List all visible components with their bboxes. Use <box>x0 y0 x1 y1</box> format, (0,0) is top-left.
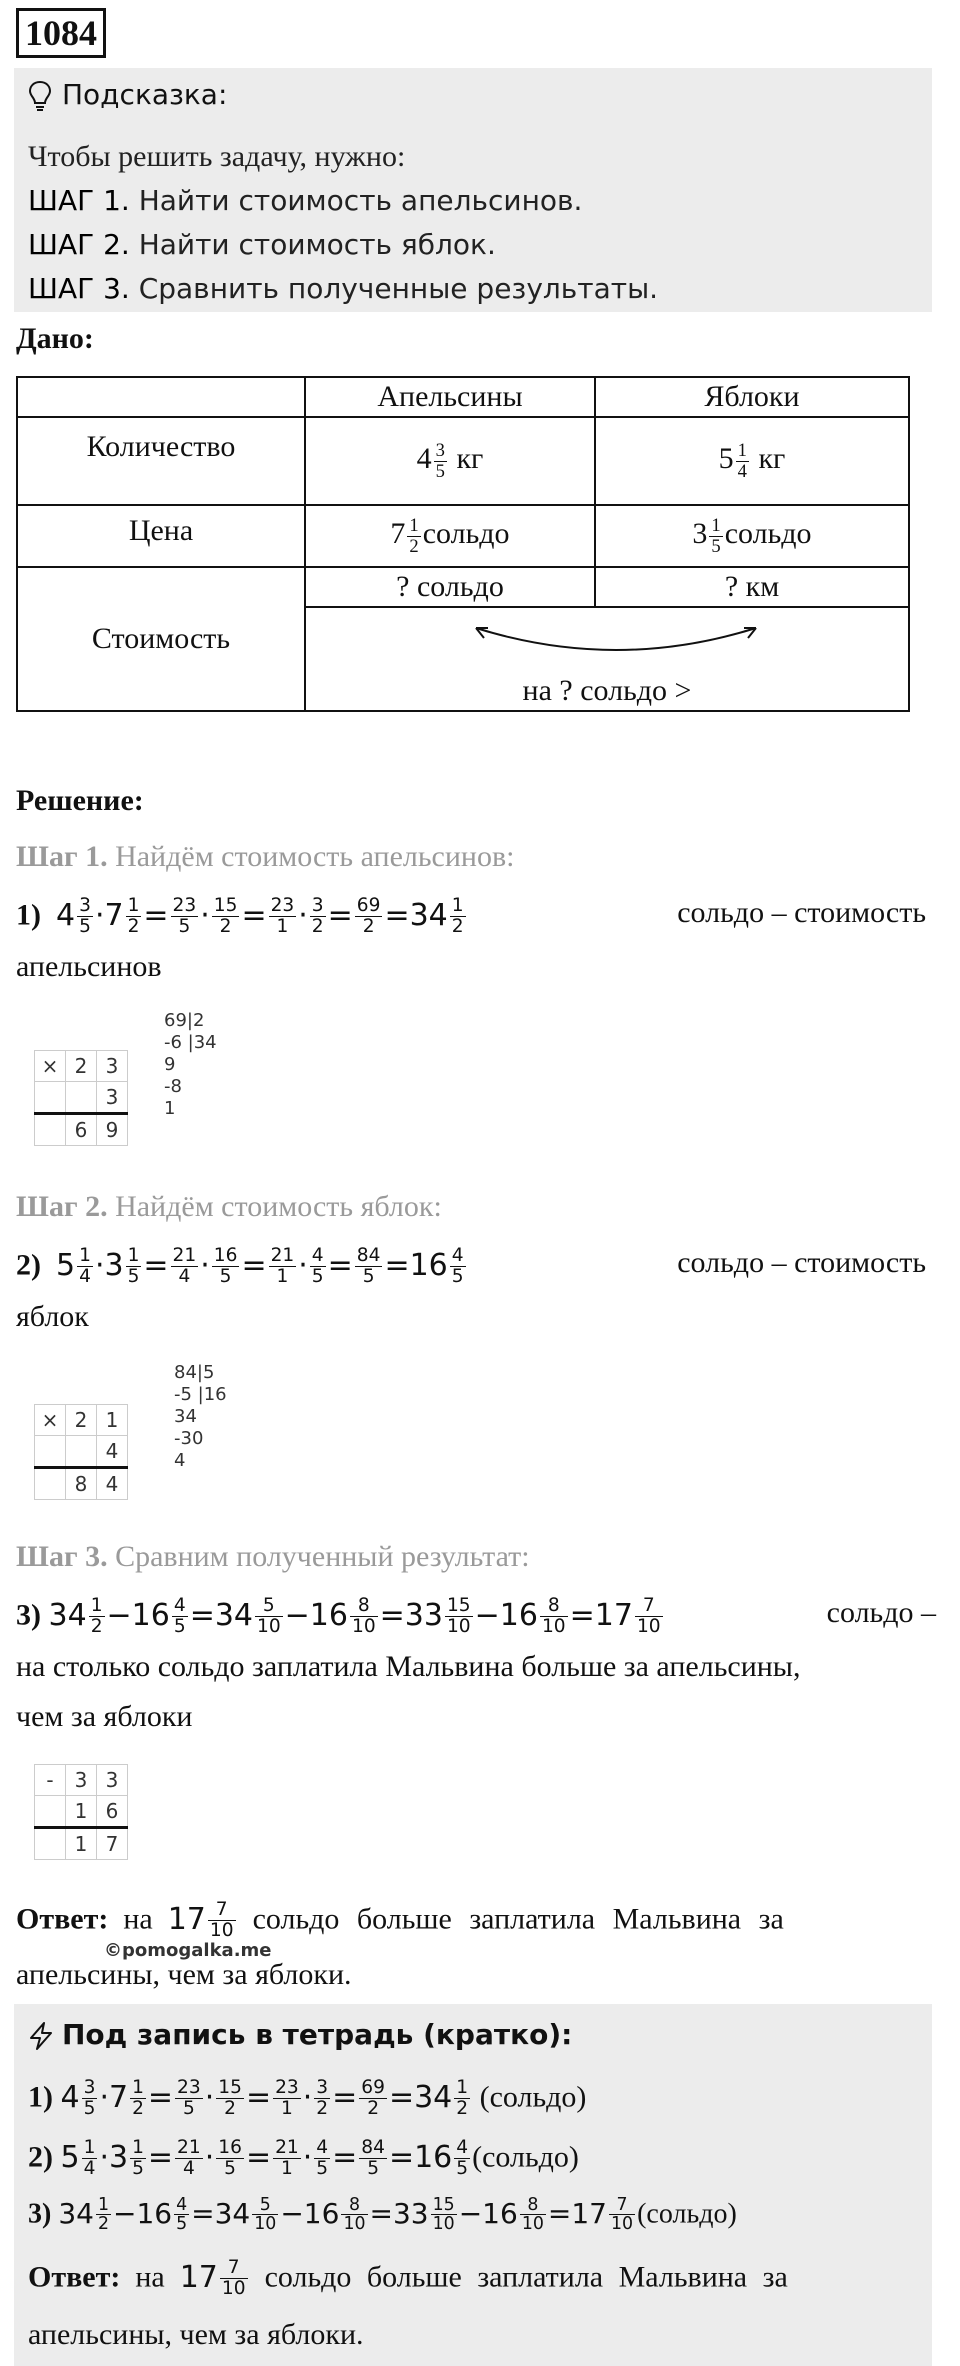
compare-cell <box>305 607 909 711</box>
hint-title-text: Подсказка: <box>62 78 228 111</box>
step1-tail-line: апельсинов <box>16 950 162 983</box>
row-quantity: Количество <box>17 417 305 505</box>
compare-arrow-icon <box>466 614 766 664</box>
watermark: ©pomogalka.me <box>104 1940 272 1961</box>
compare-text: на ? сольдо > <box>522 674 692 707</box>
mult-grid-2: × 2 1 4 8 4 <box>34 1404 128 1500</box>
brief-answer-line-2: апельсины, чем за яблоки. <box>28 2318 364 2351</box>
long-division-1: 69|2 -6 |34 9 -8 1 <box>164 1010 217 1119</box>
brief-line-1: 1) 4 $\frac{3}{5}$ ·7 $\frac{1}{2}$ = $\frac{23}{5}$ · $\frac{15}{2}$ = $\frac{23}{1}$ · $\frac{3}{2}$ = $\frac{69}{2}$ =34 $\frac{1}{2}$ (сольдо) <box>28 2077 587 2119</box>
lightbulb-icon <box>28 80 52 112</box>
hint-title <box>28 78 227 112</box>
step1-equation: 1) 4 $\frac{3}{5}$ ·7 $\frac{1}{2}$ = $\frac{23}{5}$ · $\frac{15}{2}$ = $\frac{23}{1}$ · $\frac{3}{2}$ = $\frac{69}{2}$ =34 $\frac{1}{2}$ сольдо – стоимость <box>16 895 926 937</box>
answer-line: Ответ: на 17 $\frac{7}{10}$ сольдо больше заплатила Мальвина за <box>16 1899 784 1941</box>
row-cost: Стоимость <box>17 567 305 711</box>
sub-grid-3: - 3 3 1 6 1 7 <box>34 1764 128 1860</box>
step1-heading: Шаг 1. Найдём стоимость апельсинов: <box>16 840 515 873</box>
hint-intro: Чтобы решить задачу, нужно: <box>28 140 406 173</box>
answer-line-2: апельсины, чем за яблоки. <box>16 1958 352 1991</box>
price-apples: 3 $\frac{1}{5}$ сольдо <box>595 505 909 567</box>
step2-heading: Шаг 2. Найдём стоимость яблок: <box>16 1190 442 1223</box>
col-oranges: Апельсины <box>305 377 595 417</box>
brief-answer: Ответ: на 17 $\frac{7}{10}$ сольдо больше заплатила Мальвина за <box>28 2257 788 2299</box>
given-table <box>16 376 910 712</box>
given-label: Дано: <box>16 322 94 355</box>
step3-line-2: на столько сольдо заплатила Мальвина больше за апельсины, <box>16 1650 801 1683</box>
step3-line-3: чем за яблоки <box>16 1700 193 1733</box>
mult-grid-1: × 2 3 3 6 9 <box>34 1050 128 1146</box>
brief-line-3: 3) 34 $\frac{1}{2}$ −16 $\frac{4}{5}$ =34 $\frac{5}{10}$ −16 $\frac{8}{10}$ =33 $\frac{15}{10}$ −16 $\frac{8}{10}$ =17 $\frac{7}{10}$ (сольдо) <box>28 2195 737 2235</box>
brief-title: Под запись в тетрадь (кратко): <box>28 2018 572 2051</box>
cost-apples: ? км <box>595 567 909 607</box>
hint-step-2: ШАГ 2. Найти стоимость яблок. <box>28 228 496 261</box>
long-division-2: 84|5 -5 |16 34 -30 4 <box>174 1362 227 1471</box>
step2-tail-line: яблок <box>16 1300 89 1333</box>
cost-oranges: ? сольдо <box>305 567 595 607</box>
step3-equation: 3) 34 $\frac{1}{2}$ −16 $\frac{4}{5}$ =34 $\frac{5}{10}$ −16 $\frac{8}{10}$ =33 $\frac{15}{10}$ −16 $\frac{8}{10}$ =17 $\frac{7}{10}$ сольдо – <box>16 1595 936 1637</box>
step2-equation: 2) 5 $\frac{1}{4}$ ·3 $\frac{1}{5}$ = $\frac{21}{4}$ · $\frac{16}{5}$ = $\frac{21}{1}$ · $\frac{4}{5}$ = $\frac{84}{5}$ =16 $\frac{4}{5}$ сольдо – стоимость <box>16 1245 926 1287</box>
task-number: 1084 <box>16 8 106 58</box>
brief-line-2: 2) 5 $\frac{1}{4}$ ·3 $\frac{1}{5}$ = $\frac{21}{4}$ · $\frac{16}{5}$ = $\frac{21}{1}$ · $\frac{4}{5}$ = $\frac{84}{5}$ =16 $\frac{4}{5}$ (сольдо) <box>28 2137 579 2179</box>
qty-oranges: 4 $\frac{3}{5}$ кг <box>305 417 595 505</box>
hint-step-1: ШАГ 1. Найти стоимость апельсинов. <box>28 184 583 217</box>
step3-heading: Шаг 3. Сравним полученный результат: <box>16 1540 530 1573</box>
col-apples: Яблоки <box>595 377 909 417</box>
price-oranges: 7 $\frac{1}{2}$ сольдо <box>305 505 595 567</box>
solution-label: Решение: <box>16 784 144 817</box>
brief-panel <box>14 2004 932 2366</box>
hint-panel <box>14 68 932 312</box>
lightning-icon <box>28 2021 54 2051</box>
qty-apples: 5 $\frac{1}{4}$ кг <box>595 417 909 505</box>
row-price: Цена <box>17 505 305 567</box>
hint-step-3: ШАГ 3. Сравнить полученные результаты. <box>28 272 659 305</box>
